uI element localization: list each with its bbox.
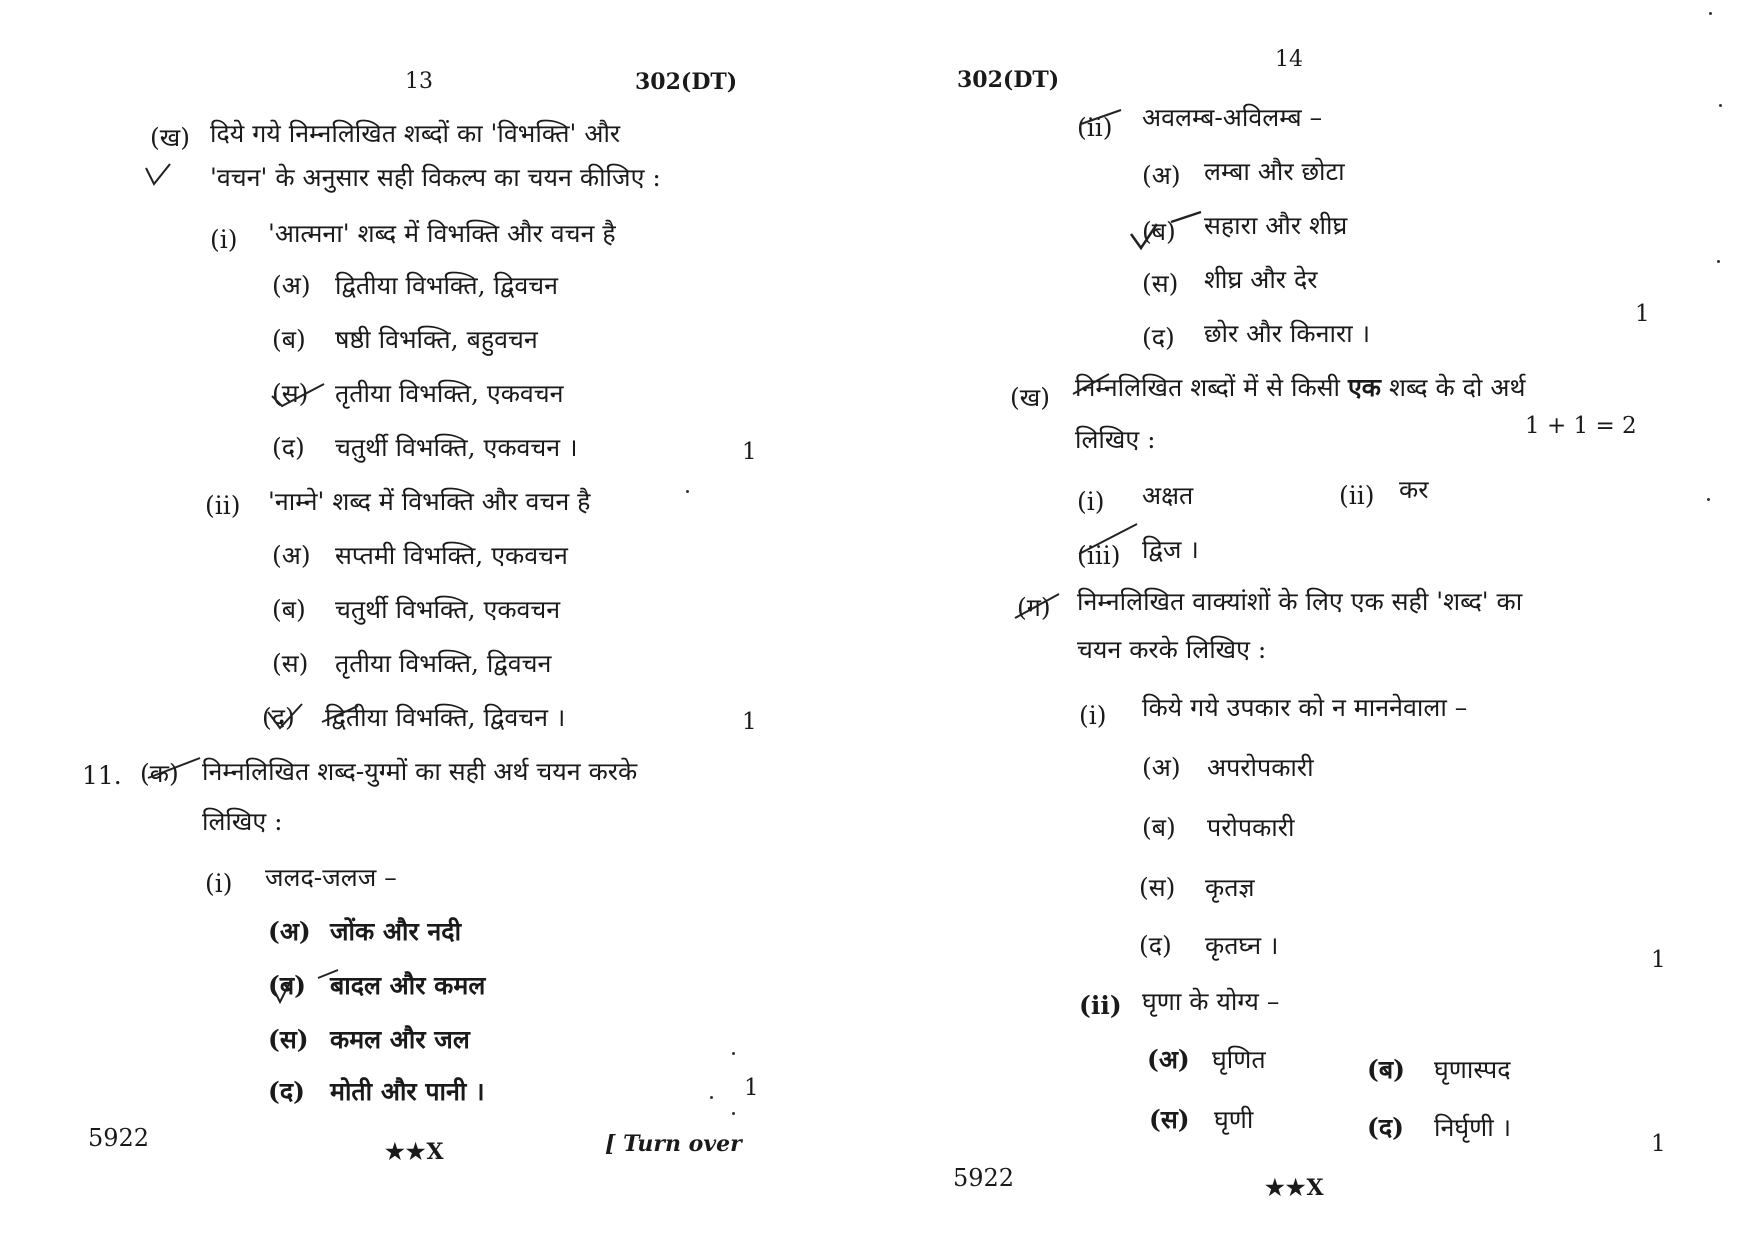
pen-tick-icon: [1069, 370, 1119, 400]
question-label: (क): [140, 759, 179, 788]
marks: 1: [742, 709, 757, 735]
option-label: (स): [272, 379, 309, 408]
subquestion-text: अवलम्ब-अविलम्ब –: [1142, 103, 1323, 132]
option-label: (ब): [1142, 813, 1176, 842]
pen-tick-icon: [1127, 208, 1207, 252]
subquestion-number: (ii): [205, 491, 241, 520]
subquestion-number: (i): [210, 225, 238, 254]
question-text: लिखिए :: [202, 807, 283, 836]
option-text: घृणित: [1212, 1045, 1266, 1074]
option-label: (अ): [268, 917, 311, 946]
option-text: चतुर्थी विभक्ति, एकवचन ।: [335, 433, 578, 462]
question-text: 'वचन' के अनुसार सही विकल्प का चयन कीजिए :: [210, 163, 661, 192]
option-text: चतुर्थी विभक्ति, एकवचन: [335, 595, 561, 624]
option-text: तृतीया विभक्ति, द्विवचन: [335, 649, 552, 678]
word-text: द्विज ।: [1142, 535, 1199, 564]
option-text: मोती और पानी ।: [330, 1077, 485, 1106]
question-text: निम्नलिखित शब्द-युग्मों का सही अर्थ चयन करके: [202, 757, 638, 786]
option-label: (द): [272, 433, 305, 462]
subquestion-number: (ii): [1077, 113, 1113, 142]
question-label: (ख): [150, 123, 190, 152]
question-text: चयन करके लिखिए :: [1077, 635, 1267, 664]
question-text: लिखिए :: [1075, 425, 1156, 454]
option-label: (स): [272, 649, 309, 678]
option-text: कमल और जल: [330, 1025, 470, 1054]
turn-over-note: [ Turn over: [605, 1131, 742, 1157]
marks: 1: [1651, 1131, 1666, 1157]
option-label: (अ): [1142, 161, 1181, 190]
subquestion-number: (ii): [1079, 991, 1122, 1020]
footer-code: 5922: [88, 1124, 150, 1152]
marks: 1: [742, 439, 757, 465]
option-label: (ब): [1367, 1055, 1405, 1084]
option-text: निर्घृणी ।: [1434, 1113, 1512, 1142]
option-text: घृणास्पद: [1434, 1055, 1511, 1084]
option-text: षष्ठी विभक्ति, बहुवचन: [335, 325, 538, 354]
paper-code: 302(DT): [957, 67, 1060, 93]
page-number: 13: [405, 69, 433, 94]
question-text: दिये गये निम्नलिखित शब्दों का 'विभक्ति' और: [210, 119, 621, 148]
option-label: (द): [1139, 931, 1172, 960]
option-label: (द): [268, 1077, 305, 1106]
marks: 1: [1651, 947, 1666, 973]
marks: 1: [744, 1075, 759, 1101]
option-text: कृतघ्न ।: [1205, 931, 1279, 960]
right-page: [877, 0, 1754, 1241]
pen-tick-icon: [140, 754, 220, 786]
footer-stars: ★★X: [385, 1139, 445, 1165]
option-text: सहारा और शीघ्र: [1204, 211, 1348, 240]
footer-stars: ★★X: [1265, 1175, 1325, 1201]
question-number: 11.: [82, 761, 122, 790]
option-label: (स): [268, 1025, 309, 1054]
option-text: जोंक और नदी: [330, 917, 462, 946]
page-number: 14: [1275, 47, 1303, 72]
word-text: अक्षत: [1142, 481, 1194, 510]
option-text: छोर और किनारा ।: [1204, 319, 1371, 348]
option-label: (अ): [1142, 753, 1181, 782]
pen-mark-icon: [140, 160, 180, 190]
pen-tick-icon: [268, 382, 328, 412]
option-label: (स): [1142, 269, 1179, 298]
marks: 1 + 1 = 2: [1525, 413, 1637, 439]
pen-tick-icon: [262, 700, 372, 734]
option-text: बादल और कमल: [330, 971, 486, 1000]
question-label: (ख): [1010, 383, 1050, 412]
option-label: (द): [262, 703, 295, 732]
word-text: कर: [1399, 475, 1429, 504]
question-text: निम्नलिखित वाक्यांशों के लिए एक सही 'शब्द' का: [1077, 587, 1523, 616]
subquestion-text: 'नाम्ने' शब्द में विभक्ति और वचन है: [268, 487, 591, 516]
option-label: (अ): [1147, 1045, 1190, 1074]
option-label: (स): [1139, 873, 1176, 902]
pen-tick-icon: [268, 968, 348, 1008]
option-text: द्वितीया विभक्ति, द्विवचन ।: [325, 703, 566, 732]
option-label: (अ): [272, 271, 311, 300]
subquestion-text: किये गये उपकार को न माननेवाला –: [1142, 693, 1468, 722]
option-text: घृणी: [1214, 1105, 1254, 1134]
paper-code: 302(DT): [635, 69, 738, 95]
pen-tick-icon: [1073, 520, 1153, 560]
option-text: द्वितीया विभक्ति, द्विवचन: [335, 271, 558, 300]
option-label: (अ): [272, 541, 311, 570]
subquestion-number: (i): [1079, 701, 1107, 730]
word-number: (i): [1077, 487, 1105, 516]
subquestion-text: 'आत्मना' शब्द में विभक्ति और वचन है: [268, 219, 616, 248]
option-label: (ब): [268, 971, 306, 1000]
option-label: (ब): [272, 595, 306, 624]
subquestion-number: (i): [205, 869, 233, 898]
marks: 1: [1635, 301, 1650, 327]
subquestion-text: जलद-जलज –: [265, 863, 397, 892]
option-label: (ब): [272, 325, 306, 354]
option-label: (द): [1367, 1113, 1404, 1142]
option-text: लम्बा और छोटा: [1204, 157, 1345, 186]
option-text: अपरोपकारी: [1207, 753, 1314, 782]
footer-code: 5922: [953, 1164, 1015, 1192]
question-label: (ग): [1017, 593, 1051, 622]
subquestion-text: घृणा के योग्य –: [1142, 987, 1280, 1016]
word-number: (iii): [1077, 541, 1121, 570]
option-label: (स): [1149, 1105, 1190, 1134]
option-text: तृतीया विभक्ति, एकवचन: [335, 379, 564, 408]
option-text: परोपकारी: [1207, 813, 1295, 842]
question-text: निम्नलिखित शब्दों में से किसी एक शब्द के दो अर्थ: [1075, 373, 1526, 402]
pen-tick-icon: [1075, 104, 1125, 144]
option-label: (ब): [1142, 217, 1176, 246]
option-text: सप्तमी विभक्ति, एकवचन: [335, 541, 568, 570]
option-text: कृतज्ञ: [1205, 873, 1255, 902]
word-number: (ii): [1339, 481, 1375, 510]
pen-tick-icon: [1009, 590, 1069, 624]
option-label: (द): [1142, 323, 1175, 352]
option-text: शीघ्र और देर: [1204, 265, 1318, 294]
